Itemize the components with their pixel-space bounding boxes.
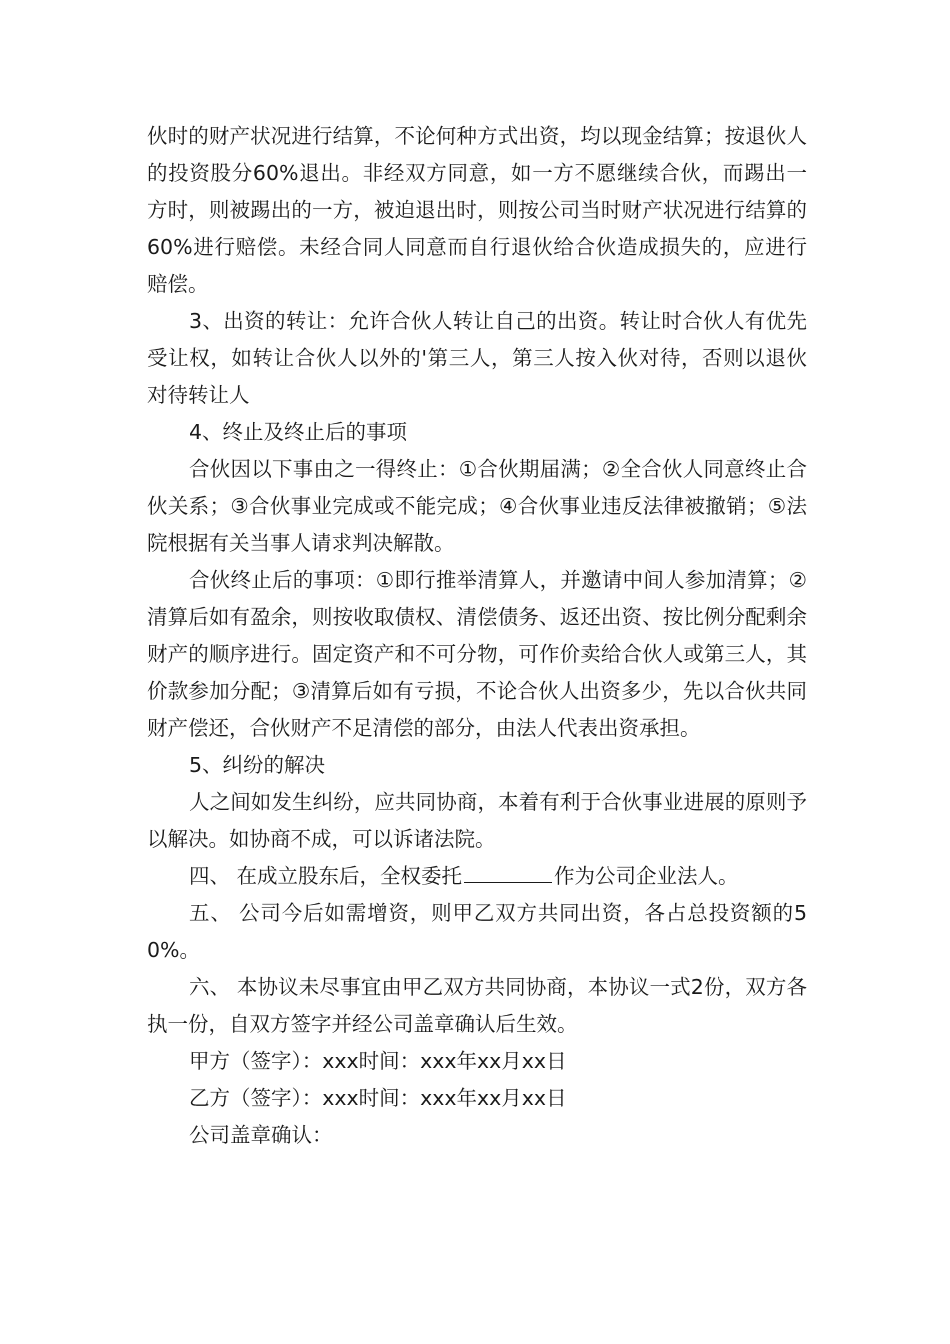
heading-termination: 4、终止及终止后的事项 [189, 420, 408, 444]
fill-in-blank [464, 860, 552, 883]
paragraph-clause-six: 六、 本协议未尽事宜由甲乙双方共同协商，本协议一式2份，双方各执一份，自双方签字并经公司盖章确认后生效。 [147, 975, 807, 1036]
clause-four-before: 四、 在成立股东后，全权委托 [189, 864, 463, 888]
company-seal-line: 公司盖章确认： [189, 1123, 333, 1147]
paragraph-clause-four [147, 858, 807, 895]
paragraph-dispute: 人之间如发生纠纷，应共同协商，本着有利于合伙事业进展的原则予以解决。如协商不成，可以诉诸法院。 [147, 790, 807, 851]
paragraph-after-termination: 合伙终止后的事项：①即行推举清算人，并邀请中间人参加清算；②清算后如有盈余，则按收取债权、清偿债务、返还出资、按比例分配剩余财产的顺序进行。固定资产和不可分物，可作价卖给合伙人或第三人，其价款参加分配；③清算后如有亏损，不论合伙人出资多少，先以合伙共同财产偿还，合伙财产不足清偿的部分，由法人代表出资承担。 [147, 568, 807, 740]
signature-party-b: 乙方（签字）：xxx时间：xxx年xx月xx日 [189, 1086, 567, 1110]
paragraph-clause-five: 五、 公司今后如需增资，则甲乙双方共同出资，各占总投资额的50%。 [147, 901, 807, 962]
signature-party-a: 甲方（签字）：xxx时间：xxx年xx月xx日 [189, 1049, 567, 1073]
paragraph-termination-causes: 合伙因以下事由之一得终止：①合伙期届满；②全合伙人同意终止合伙关系；③合伙事业完成或不能完成；④合伙事业违反法律被撤销；⑤法院根据有关当事人请求判决解散。 [147, 457, 807, 555]
clause-four-after: 作为公司企业法人。 [554, 864, 739, 888]
paragraph-settlement: 伙时的财产状况进行结算，不论何种方式出资，均以现金结算；按退伙人的投资股分60%退出。非经双方同意，如一方不愿继续合伙，而踢出一方时，则被踢出的一方，被迫退出时，则按公司当时财产状况进行结算的60%进行赔偿。未经合同人同意而自行退伙给合伙造成损失的，应进行赔偿。 [147, 124, 807, 296]
document-page [147, 118, 807, 1154]
paragraph-transfer: 3、出资的转让：允许合伙人转让自己的出资。转让时合伙人有优先受让权，如转让合伙人以外的'第三人，第三人按入伙对待，否则以退伙对待转让人 [147, 309, 807, 407]
heading-dispute: 5、纠纷的解决 [189, 753, 326, 777]
